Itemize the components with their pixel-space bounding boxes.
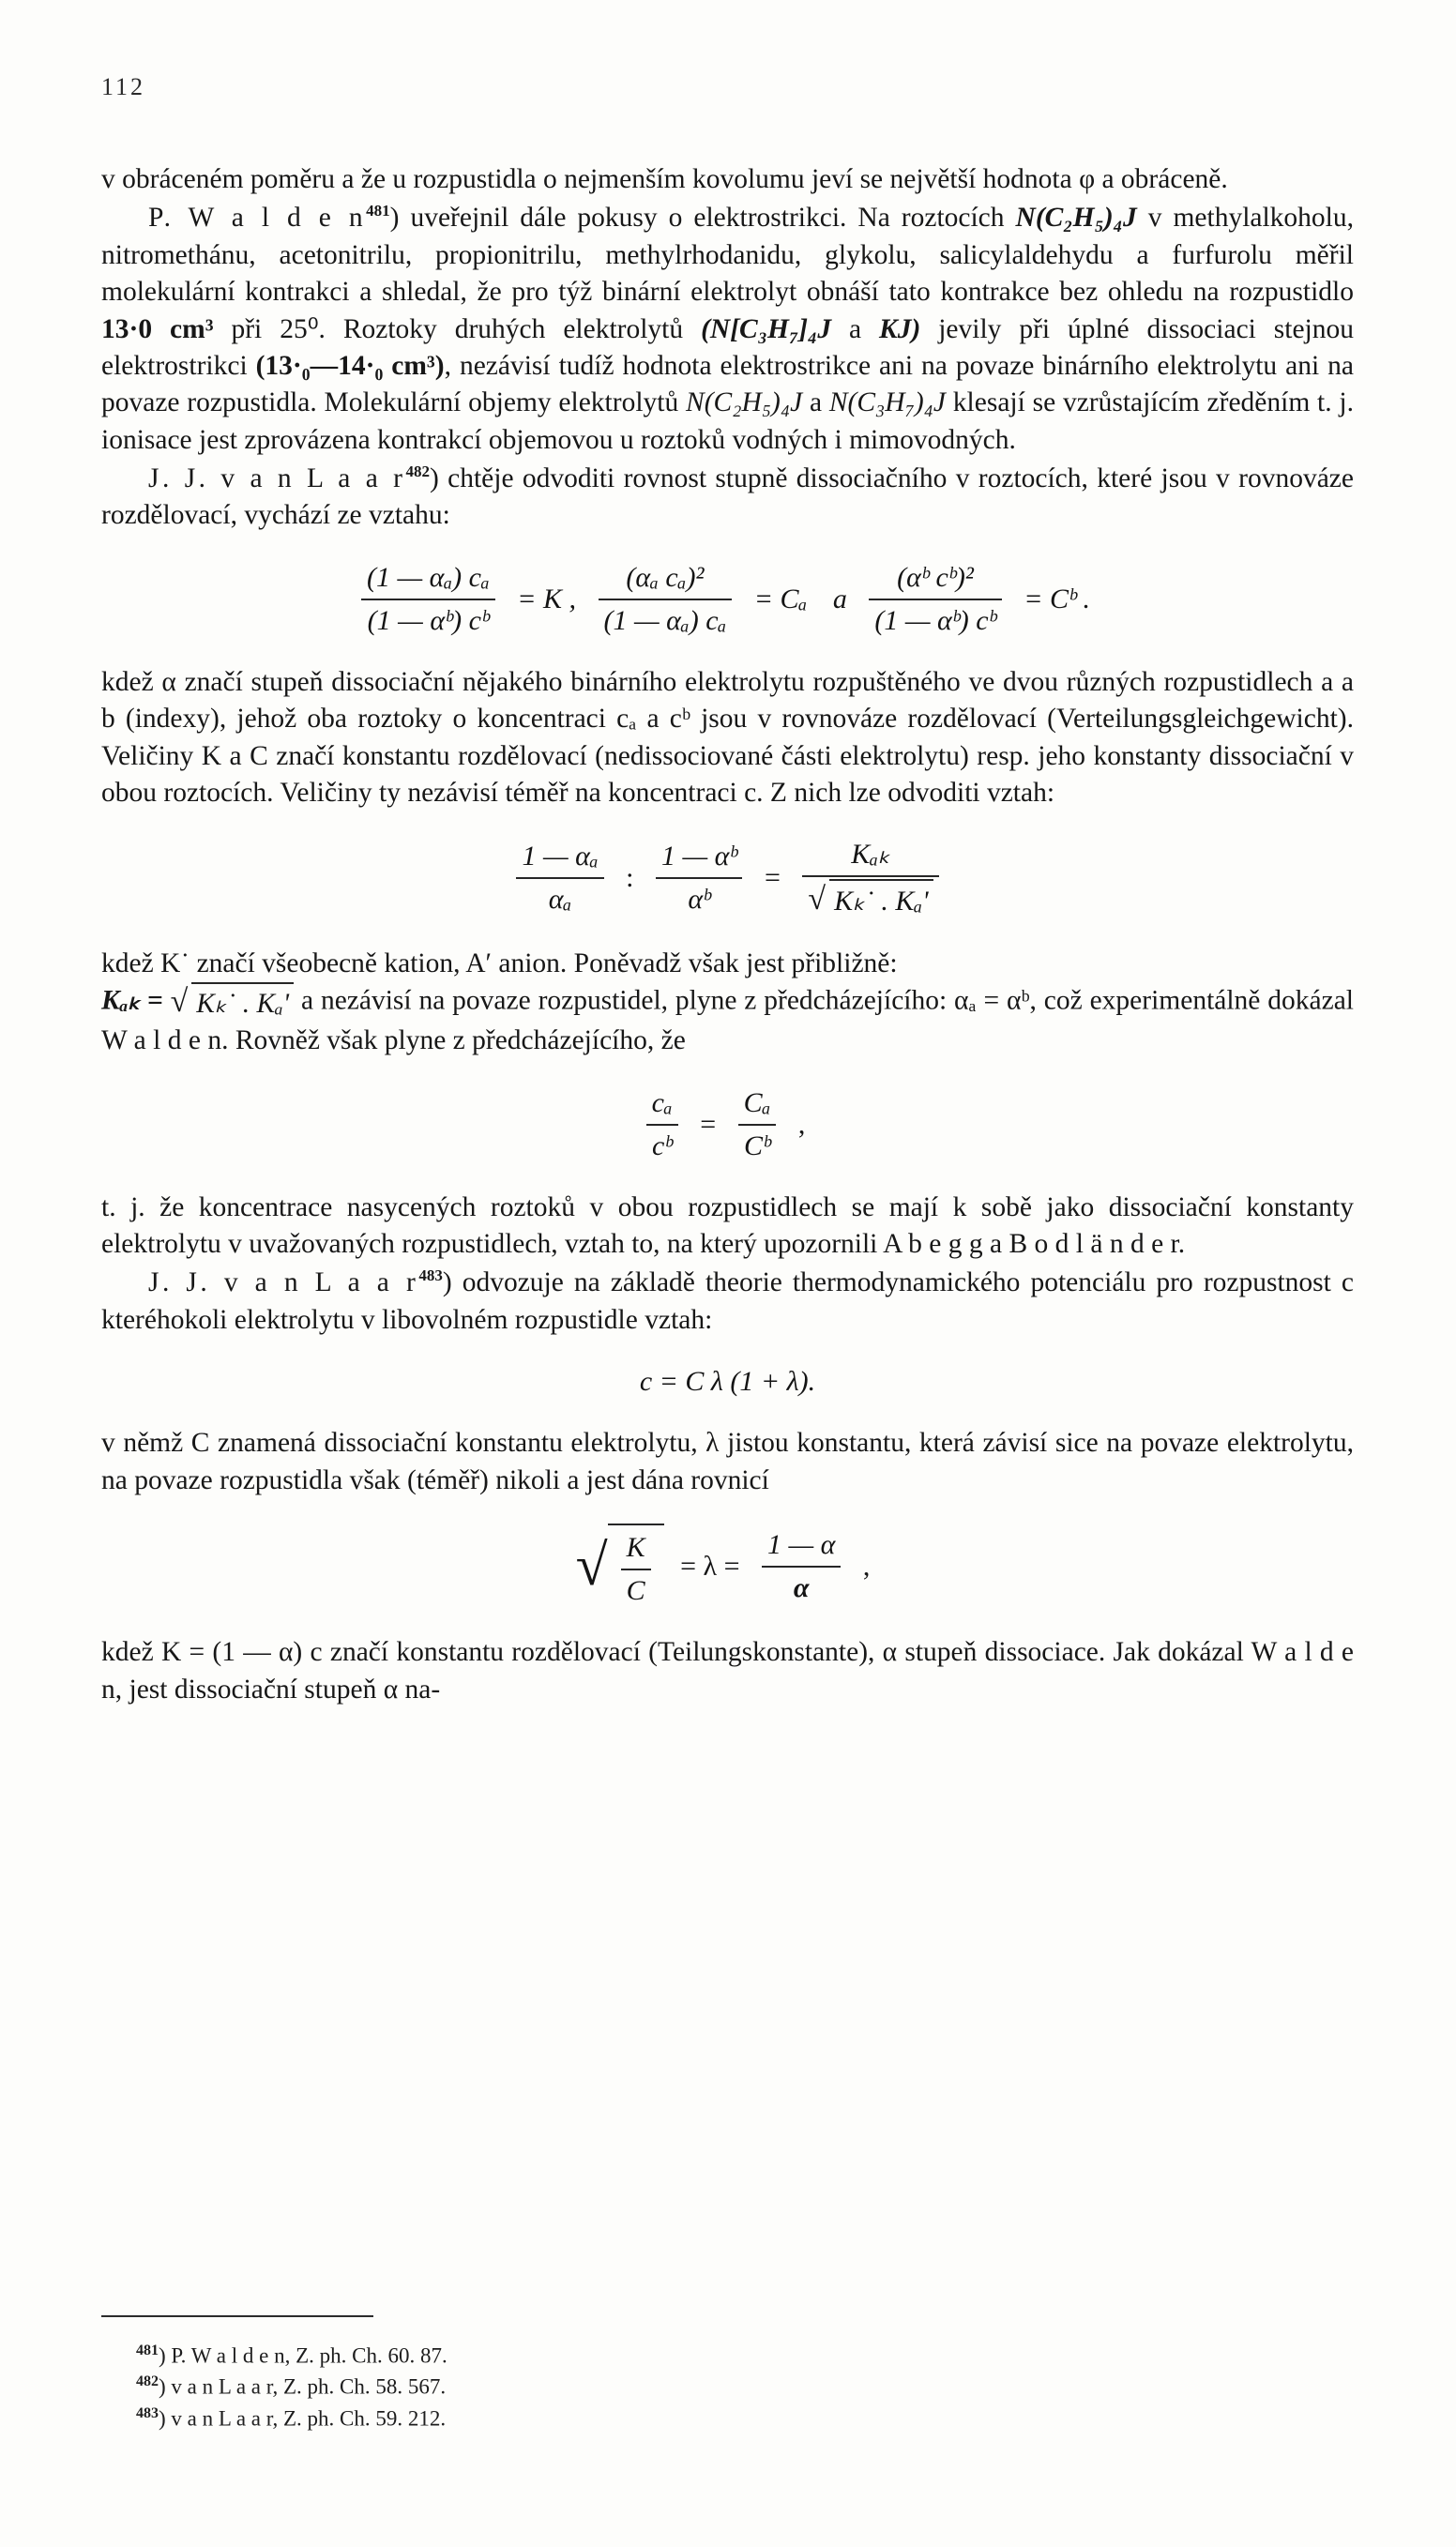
fraction-9-denominator: C <box>626 1575 645 1607</box>
footnote-item <box>136 2372 1262 2403</box>
author-van-laar-1: J. J. v a n L a a r <box>148 463 406 493</box>
footnotes-block <box>136 2341 1262 2434</box>
fraction-5 <box>656 838 743 918</box>
paragraph-4-text: kdež α značí stupeň dissociační nějakého binárního elektrolytu rozpuštěného ve dvou různých rozpustidlech a a b (indexy), jehož oba roztoky o koncentraci cₐ a cᵇ jsou v rovnováze rozdělovací (Verteilungsgleichgewicht). Veličiny K a C značí konstantu rozdělovací (nedissociované části elektrolytu) resp. jeho konstanty dissociační v obou roztocích. Veličiny ty nezávisí téměř na koncentraci c. Z nich lze odvoditi vztah: <box>101 666 1354 808</box>
sqrt-symbol-3: √ <box>575 1534 608 1599</box>
paragraph-5b <box>101 982 1354 1060</box>
fraction-4 <box>516 838 603 918</box>
fraction-10-numerator: 1 — α <box>762 1526 841 1568</box>
paragraph-3 <box>101 461 1354 535</box>
paragraph-5-text: kdež K˙ značí všeobecně kation, Aʹ anion. Poněvadž však jest přibližně: <box>101 948 898 978</box>
footnote-text-481: ) P. W a l d e n, Z. ph. Ch. 60. 87. <box>159 2343 447 2368</box>
paragraph-6 <box>101 1190 1354 1264</box>
paragraph-2-text-b: v methylalkoholu, nitromethánu, acetonitrilu, propionitrilu, methylrhodanidu, glykolu, salicylaldehydu a furfurolu měřil molekulární kontrakci a shledal, že pro týž binární elektrolyt obnáší tato kontrakce bez ohledu na rozpustidlo <box>101 203 1355 308</box>
fraction-3-numerator: (αᵇ cᵇ)² <box>869 559 1001 600</box>
paragraph-7-text: ) odvozuje na základě theorie thermodynamického potenciálu pro rozpustnost c kteréhokoli elektrolytu v libovolném rozpustidle vztah: <box>101 1267 1355 1335</box>
fraction-8-numerator: Cₐ <box>738 1084 777 1126</box>
footnote-mark-482: 482 <box>136 2373 159 2390</box>
fraction-8-denominator: Cᵇ <box>743 1129 771 1161</box>
fraction-5-denominator: αᵇ <box>688 884 711 916</box>
paragraph-2-text-f: , nezávisí tudíž hodnota elektrostrikce ani na povaze binárního elektrolytu ani na povaze rozpustidla. Molekulární objemy elektrolytů <box>101 350 1354 418</box>
paragraph-9 <box>101 1634 1354 1708</box>
fraction-9-numerator: K <box>621 1529 651 1570</box>
formula-inline-n-c3h7-4j-2: N(C₃H₇)₄J <box>828 387 947 418</box>
formula-inline-kj: KJ) <box>879 313 921 344</box>
footnote-item <box>136 2341 1262 2372</box>
sqrt-symbol-1: √ <box>808 882 827 917</box>
body-column <box>101 161 1354 1708</box>
paragraph-5 <box>101 946 1354 982</box>
fraction-8 <box>738 1084 777 1165</box>
fraction-10-denominator: α <box>793 1572 810 1604</box>
formula-1-conjunction: a <box>832 583 847 614</box>
paragraph-2-text-d: a <box>849 313 862 344</box>
formula-1-equals-2: = Cₐ <box>753 583 808 614</box>
paragraph-4 <box>101 664 1354 812</box>
footnote-ref-481: 481 <box>366 202 390 220</box>
formula-inline-n-c3h7-4j: (N[C₃H₇]₄J <box>701 313 832 344</box>
formula-block-5 <box>101 1524 1354 1610</box>
fraction-4-numerator: 1 — αₐ <box>516 838 603 879</box>
fraction-2 <box>599 559 733 640</box>
footnote-mark-483: 483 <box>136 2404 159 2421</box>
sqrt-radicand-3 <box>608 1524 664 1610</box>
sqrt-group-3 <box>576 1524 664 1610</box>
footnote-text-483: ) v a n L a a r, Z. ph. Ch. 59. 212. <box>159 2406 447 2431</box>
author-van-laar-2: J. J. v a n L a a r <box>148 1267 419 1298</box>
fraction-2-numerator: (αₐ cₐ)² <box>599 559 733 600</box>
page-number: 112 <box>101 73 146 100</box>
page-content <box>101 73 1363 1708</box>
fraction-6-denominator <box>802 877 938 920</box>
paragraph-2-text-e: jevily při úplné dissociaci stejnou elektrostrikci <box>101 313 1355 381</box>
fraction-6 <box>802 836 938 920</box>
paragraph-6-text: t. j. že koncentrace nasycených roztoků v obou rozpustidlech se mají k sobě jako dissociační konstanty elektrolytu v uvažovaných rozpustidlech, vztah to, na který upozornili A b e g g a B o d l ä n d e r. <box>101 1191 1354 1260</box>
formula-1-equals-3: = Cᵇ . <box>1024 583 1091 614</box>
formula-block-4 <box>101 1363 1354 1401</box>
paragraph-9-text: kdež K = (1 — α) c značí konstantu rozdělovací (Teilungskonstante), α stupeň dissociace. Jak dokázal W a l d e n, jest dissociační stupeň α na- <box>101 1637 1354 1705</box>
paragraph-1 <box>101 161 1354 198</box>
fraction-2-denominator: (1 — αₐ) cₐ <box>603 604 727 636</box>
formula-inline-kak: Kₐₖ = <box>101 985 163 1016</box>
formula-1-equals-1: = K , <box>517 583 577 614</box>
footnote-ref-482: 482 <box>405 462 430 481</box>
formula-block-1 <box>101 559 1354 640</box>
formula-2-equals: = <box>764 862 781 894</box>
sqrt-radicand-2: Kₖ˙ . Kₐʹ <box>191 982 294 1023</box>
fraction-7 <box>646 1084 678 1165</box>
formula-block-2 <box>101 836 1354 920</box>
fraction-6-numerator: Kₐₖ <box>802 836 938 877</box>
paragraph-2-text-c: při 25⁰. Roztoky druhých elektrolytů <box>231 313 684 344</box>
fraction-1 <box>361 559 495 640</box>
fraction-5-numerator: 1 — αᵇ <box>656 838 743 879</box>
paragraph-5b-text: a nezávisí na povaze rozpustidel, plyne z předcházejícího: αₐ = αᵇ, což experimentálně dokázal W a l d e n. Rovněž však plyne z předcházejícího, že <box>101 985 1354 1056</box>
paragraph-2-text-g: a <box>809 387 823 418</box>
value-range-cm3: (13·₀—14·₀ cm³) <box>255 350 445 381</box>
fraction-10 <box>762 1526 841 1607</box>
fraction-3-denominator: (1 — αᵇ) cᵇ <box>874 604 996 636</box>
formula-inline-n-c2h5-4j-2: N(C₂H₅)₄J <box>686 387 803 418</box>
paragraph-2-text-h: klesají se vzrůstajícím zředěním t. j. ionisace jest zprovázena kontrakcí objemovou u roztoků vodných i mimovodných. <box>101 387 1354 455</box>
paragraph-8 <box>101 1425 1354 1499</box>
formula-3-equals: = <box>700 1108 717 1140</box>
sqrt-group-1 <box>826 879 933 920</box>
footnote-ref-483: 483 <box>418 1266 443 1285</box>
paragraph-2 <box>101 200 1354 459</box>
fraction-7-numerator: cₐ <box>646 1084 678 1126</box>
footnote-item <box>136 2403 1262 2434</box>
paragraph-8-text: v němž C znamená dissociační konstantu elektrolytu, λ jistou konstantu, která závisí sice na povaze elektrolytu, na povaze rozpustidla však (téměř) nikoli a jest dána rovnicí <box>101 1428 1354 1495</box>
sqrt-symbol-2: √ <box>170 984 189 1020</box>
paragraph-2-text-a: ) uveřejnil dále pokusy o elektrostrikci. Na roztocích <box>389 203 1005 234</box>
formula-block-3 <box>101 1084 1354 1165</box>
sqrt-radicand-1: Kₖ˙ . Kₐʹ <box>829 879 933 920</box>
paragraph-3-text: ) chtěje odvoditi rovnost stupně dissociačního v roztocích, které jsou v rovnováze rozdělovací, vychází ze vztahu: <box>101 463 1354 531</box>
author-walden: P. W a l d e n <box>148 203 367 234</box>
fraction-7-denominator: cᵇ <box>651 1129 673 1161</box>
formula-3-comma: , <box>797 1108 806 1140</box>
formula-5-equals: = λ = <box>680 1551 740 1583</box>
fraction-9 <box>621 1529 651 1610</box>
fraction-1-numerator: (1 — αₐ) cₐ <box>361 559 495 600</box>
formula-2-colon: : <box>626 862 634 894</box>
paragraph-7 <box>101 1265 1354 1339</box>
formula-inline-n-c2h5-4j: N(C₂H₅)₄J <box>1015 203 1137 234</box>
footnote-text-482: ) v a n L a a r, Z. ph. Ch. 58. 567. <box>159 2374 447 2399</box>
paragraph-1-text: v obráceném poměru a že u rozpustidla o nejmenším kovolumu jeví se největší hodnota φ a obráceně. <box>101 164 1228 194</box>
formula-5-comma: , <box>862 1551 871 1583</box>
footnote-separator <box>101 2315 373 2317</box>
fraction-4-denominator: αₐ <box>548 884 572 916</box>
value-13-0-cm3: 13·0 cm³ <box>101 313 214 344</box>
fraction-1-denominator: (1 — αᵇ) cᵇ <box>367 604 490 636</box>
footnote-mark-481: 481 <box>136 2342 159 2358</box>
formula-4-text: c = C λ (1 + λ). <box>639 1366 816 1398</box>
fraction-3 <box>869 559 1001 640</box>
sqrt-group-2 <box>188 982 294 1023</box>
